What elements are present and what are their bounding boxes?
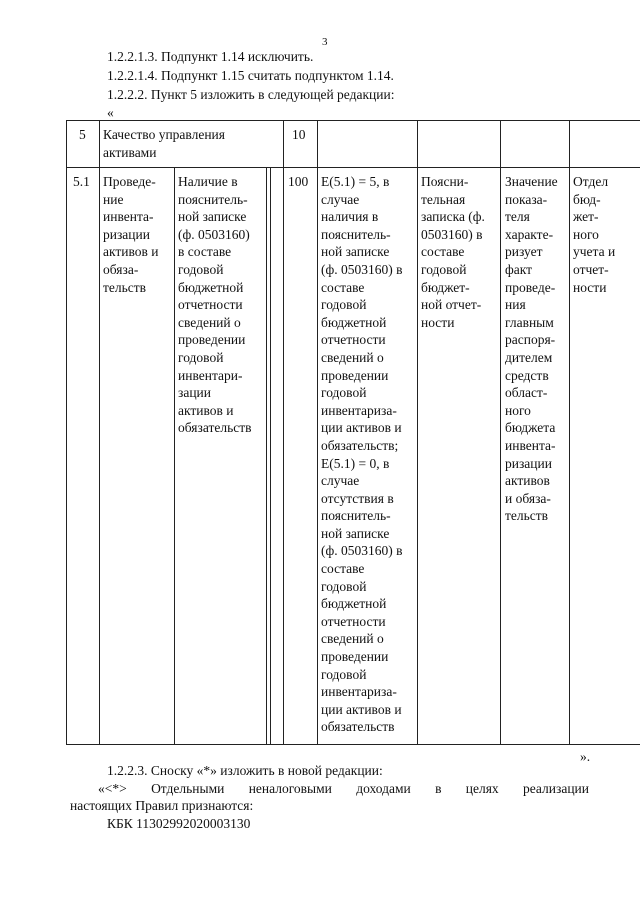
footnote-line-2: [98, 780, 589, 798]
footnote-word: «<*>: [98, 781, 127, 796]
row5-weight: 10: [292, 127, 306, 142]
row51-condition: Наличие в пояснитель- ной записке (ф. 0503160) в составе годовой бюджетной отчетности сведений о проведении годовой инвентари- зации активов и обязательств: [178, 174, 252, 436]
row-divider: [66, 167, 640, 168]
col-border: [174, 167, 175, 745]
footnote-word: реализации: [523, 781, 589, 796]
row51-indicator: Проведе- ние инвента- ризации активов и обяза- тельств: [103, 174, 159, 295]
col-border: [266, 167, 267, 745]
kbk-code: КБК 11302992020003130: [107, 816, 251, 831]
intro-line-1: 1.2.2.1.3. Подпункт 1.14 исключить.: [107, 49, 314, 64]
open-quote: «: [107, 105, 114, 120]
row5-title: Качество управления активами: [103, 127, 225, 160]
intro-line-3: 1.2.2.2. Пункт 5 изложить в следующей редакции:: [107, 87, 395, 102]
col-border: [569, 120, 570, 745]
row5-number: 5: [79, 127, 86, 142]
table-bottom-border: [66, 744, 640, 745]
row51-source: Поясни- тельная записка (ф. 0503160) в составе годовой бюджет- ной отчет- ности: [421, 174, 485, 330]
col-border: [317, 120, 318, 745]
footnote-word: в: [435, 781, 442, 796]
row51-responsible: Отдел бюд- жет- ного учета и отчет- ности: [573, 174, 616, 295]
col-border: [99, 120, 100, 745]
row51-meaning: Значение показа- теля характе- ризует факт проведе- ния главным распоря- дителем средств област- ного бюджета инвента- ризации активов и обяза- тельств: [505, 174, 558, 524]
page-number: 3: [322, 36, 328, 48]
col-border: [500, 120, 501, 745]
footnote-line-3: настоящих Правил признаются:: [70, 798, 254, 813]
footnote-word: целях: [465, 781, 499, 796]
col-border: [283, 120, 284, 745]
footnote-line-1: 1.2.2.3. Сноску «*» изложить в новой редакции:: [107, 763, 383, 778]
col-border: [270, 167, 271, 745]
row51-formula: E(5.1) = 5, в случае наличия в пояснитель- ной записке (ф. 0503160) в составе годовой бюджетной отчетности сведений о проведении годовой инвентаризa- ции активов и обязательств; E(5.1) = 0, в случае отсутствия в пояснитель- ной записке (ф. 0503160) в составе годовой бюджетной отчетности сведений о проведении годовой инвентаризa- ции активов и обязательств: [321, 174, 403, 735]
closing-quote: ».: [580, 749, 591, 764]
row51-number: 5.1: [73, 174, 90, 189]
row51-weight: 100: [288, 174, 309, 189]
footnote-word: неналоговыми: [248, 781, 332, 796]
intro-line-2: 1.2.2.1.4. Подпункт 1.15 считать подпунктом 1.14.: [107, 68, 394, 83]
col-border: [66, 120, 67, 745]
footnote-word: доходами: [356, 781, 411, 796]
footnote-word: Отдельными: [151, 781, 225, 796]
table-top-border: [66, 120, 640, 121]
col-border: [417, 120, 418, 745]
